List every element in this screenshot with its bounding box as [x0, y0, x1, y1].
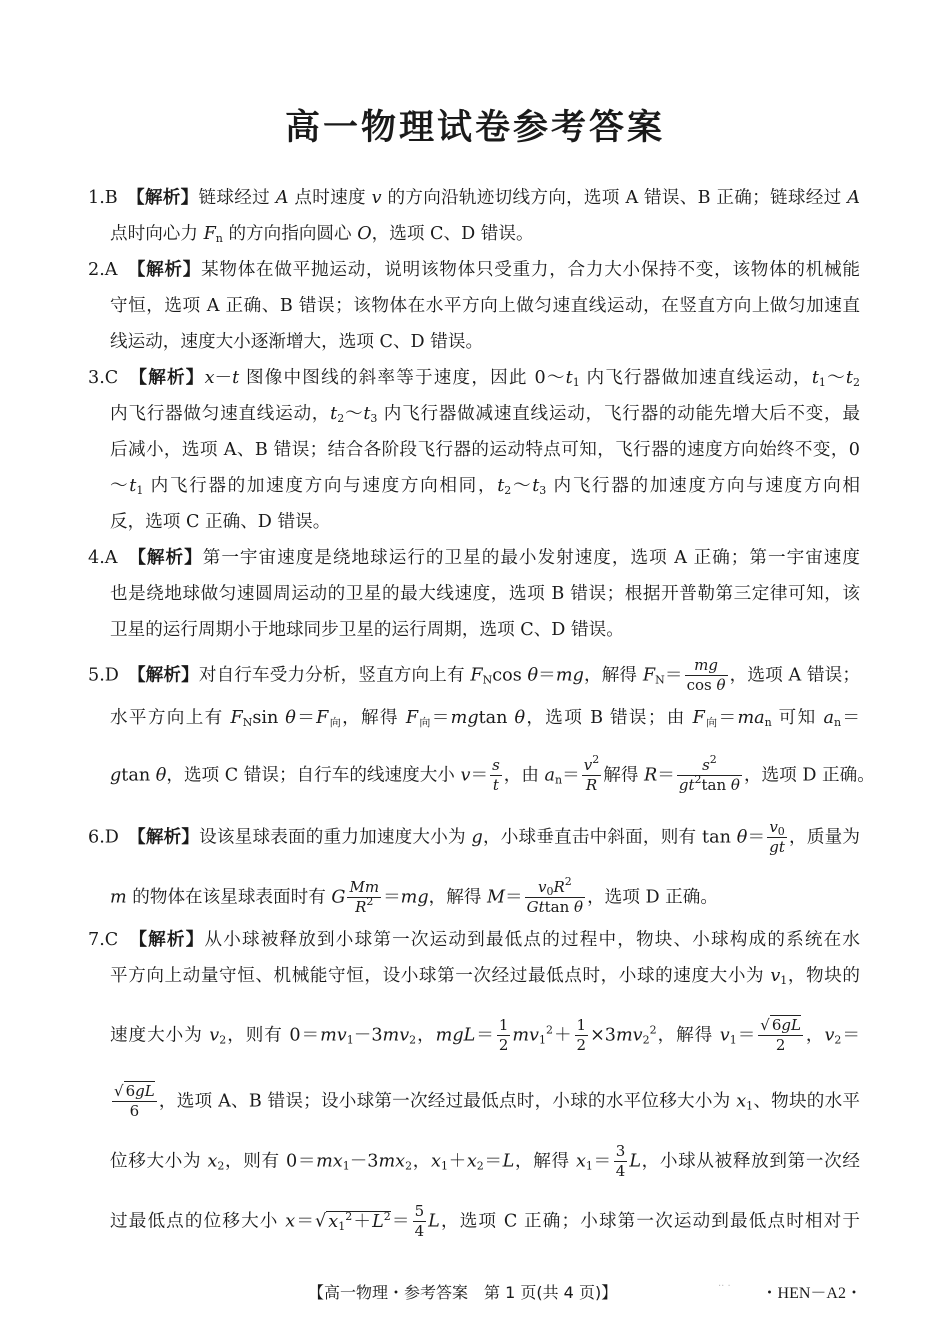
answer-5-line-2: 水平方向上有 $F_N\sin$ $\theta=F_向$，解得 $F_向=mgtan$ θ，选项 B 错误；由 $F_向=ma_n$ 可知 $a_n=$: [110, 708, 861, 729]
answer-5-line-3: gtan θ，选项 C 错误；自行车的线速度大小 v＝ $\frac{s}{t}$ ，由 $a_n=$ $\frac{v^2}{R}$ 解得 R＝ $\frac{s^2}{gt^2\tan \theta}$ ，选项 D 正确。: [110, 753, 875, 794]
answer-3-line-3: 后减小，选项 A、B 错误；结合各阶段飞行器的运动特点可知，飞行器的速度方向始终不变，0: [110, 440, 860, 460]
answer-6-line-1: 6.D 【解析】设该星球表面的重力加速度大小为 g，小球垂直击中斜面，则有 tan θ＝ $\frac{v_0}{gt}$ ，质量为: [88, 818, 860, 856]
answer-7-line-6: 过最低点的位移大小 x＝√ $x_1^2+L^2=$ $\frac{5}{4}$ L，选项 C 正确；小球第一次运动到最低点时相对于: [110, 1202, 860, 1240]
answer-3-line-5: 反，选项 C 正确、D 错误。: [110, 512, 331, 532]
answer-2-line-3: 线运动，速度大小逐渐增大，选项 C、D 错误。: [110, 332, 484, 352]
answer-7-line-4: $\frac{√ 6gL}{6}$ ，选项 A、B 错误；设小球第一次经过最低点时，小球的水平位移大小为 $x_1$、物块的水平: [114, 1082, 860, 1120]
answer-7-line-2: 平方向上动量守恒、机械能守恒，设小球第一次经过最低点时，小球的速度大小为 $v_1$，物块的: [110, 966, 860, 987]
answer-4-line-1: 4.A 【解析】第一宇宙速度是绕地球运行的卫星的最小发射速度，选项 A 正确；第一宇宙速度: [88, 548, 860, 568]
answer-1-line-2: 点时向心力 $F_n$ 的方向指向圆心 O，选项 C、D 错误。: [110, 224, 534, 245]
answer-1-line-1: 1.B 【解析】链球经过 A 点时速度 v 的方向沿轨迹切线方向，选项 A 错误、B 正确；链球经过 A: [88, 188, 860, 208]
footer-mark: .. .: [718, 1278, 731, 1289]
answer-6-line-2: m 的物体在该星球表面时有 G $\frac{Mm}{R^2}$ ＝mg，解得 M＝ $\frac{v_0R^2}{\text{Gttan θ}}$ ，选项 D 正确。: [110, 875, 718, 916]
answer-3-line-2: 内飞行器做匀速直线运动，$t_2\sim t_3$ 内飞行器做减速直线运动，飞行器的动能先增大后不变，最: [110, 404, 860, 425]
answer-5-line-1: 5.D 【解析】对自行车受力分析，竖直方向上有 $F_N\cos$ θ＝mg，解得 $F_N=$ $\frac{mg}{\text{cos θ}}$ ，选项 A 错误；: [88, 656, 860, 694]
answer-4-line-2: 也是绕地球做匀速圆周运动的卫星的最大线速度，选项 B 错误；根据开普勒第三定律可知，该: [110, 584, 860, 604]
page-title: 高一物理试卷参考答案: [284, 108, 665, 148]
footer-code: ・HEN－A2・: [761, 1285, 862, 1302]
answer-3-line-1: 3.C 【解析】x－t 图像中图线的斜率等于速度，因此 $0\sim t_1$ 内飞行器做加速直线运动，$t_1\sim t_2$: [88, 368, 860, 389]
answer-7-line-3: 速度大小为 $v_2$，则有 $0=mv_1-3mv_2$，mgL＝ $\frac{1}{2}$ $mv_1^2+$ $\frac{1}{2}$ $\times 3mv_2^2$，解得 $v_1=$ $\frac{√ 6gL}{2}$ ，$v_2=$: [110, 1016, 860, 1054]
answer-2-line-2: 守恒，选项 A 正确、B 错误；该物体在水平方向上做匀速直线运动，在竖直方向上做匀加速直: [110, 296, 860, 316]
footer-page-info: 【高一物理・参考答案 第 1 页(共 4 页)】: [308, 1283, 618, 1302]
answer-2-line-1: 2.A 【解析】某物体在做平抛运动，说明该物体只受重力，合力大小保持不变，该物体的机械能: [88, 260, 860, 280]
answer-7-line-5: 位移大小为 $x_2$，则有 $0=mx_1-3mx_2$，$x_1+x_2=L$，解得 $x_1=$ $\frac{3}{4}$ L，小球从被释放到第一次经: [110, 1142, 860, 1180]
answer-7-line-1: 7.C 【解析】从小球被释放到小球第一次运动到最低点的过程中，物块、小球构成的系统在水: [88, 930, 860, 950]
answer-3-line-4: $\sim t_1$ 内飞行器的加速度方向与速度方向相同，$t_2\sim t_3$ 内飞行器的加速度方向与速度方向相: [110, 476, 860, 497]
answer-4-line-3: 卫星的运行周期小于地球同步卫星的运行周期，选项 C、D 错误。: [110, 620, 624, 640]
